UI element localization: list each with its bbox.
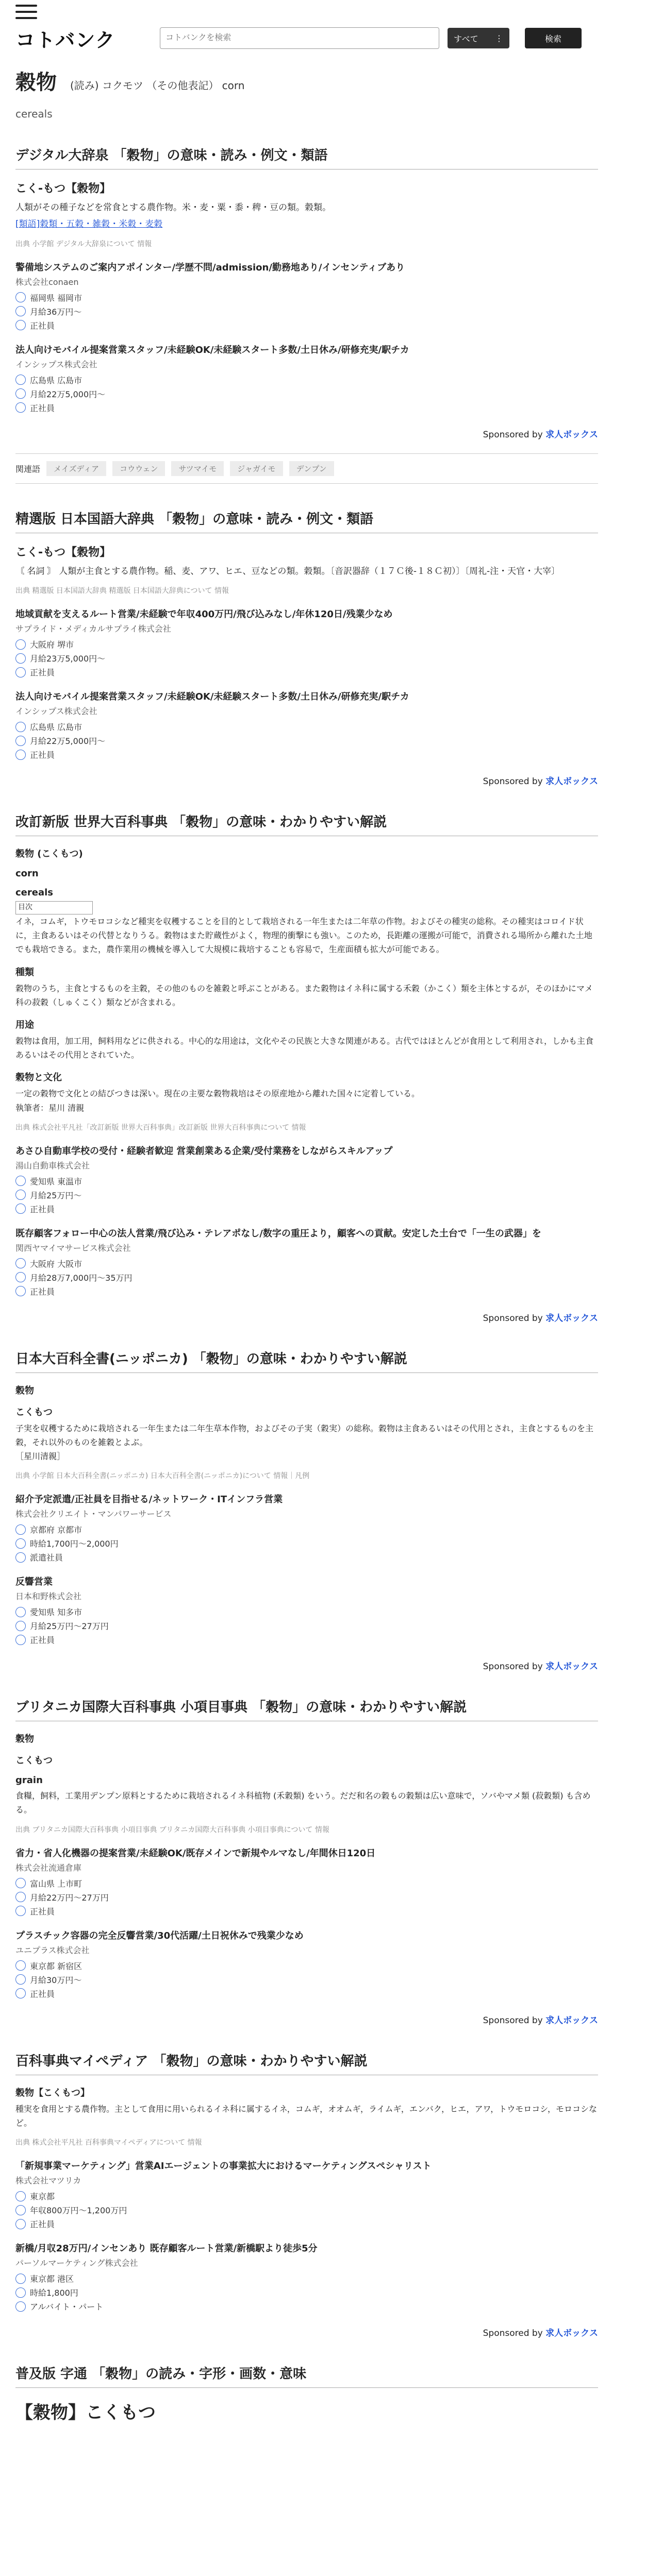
yen-icon bbox=[15, 1538, 26, 1549]
toc-select[interactable]: 目次 bbox=[15, 901, 93, 914]
subhead: 用途 bbox=[15, 1019, 34, 1030]
source-note: 出典 株式会社平凡社「改訂新版 世界大百科事典」改訂新版 世界大百科事典について 情報 bbox=[15, 1123, 306, 1132]
chevron-down-icon: ⋮ bbox=[495, 33, 503, 43]
source-note: 出典 精選版 日本国語大辞典 精選版 日本国語大辞典について 情報 bbox=[15, 587, 229, 596]
section-title: 普及版 字通 「穀物」の読み・字形・画数・意味 bbox=[15, 2363, 598, 2388]
search-input[interactable] bbox=[160, 27, 439, 49]
header bbox=[0, 24, 662, 53]
tags-label: 関連語 bbox=[15, 464, 41, 474]
job-item[interactable]: 地域貢献を支えるルート営業/未経験で年収400万円/飛び込みなし/年休120日/残業少なめ サプライド・メディカルサプライ株式会社 大阪府 堺市 月給23万5,000円～ 正社員 bbox=[15, 609, 393, 678]
entry-head: 穀物 bbox=[15, 1385, 34, 1396]
location-icon bbox=[15, 1878, 26, 1888]
job-item[interactable]: 法人向けモバイル提案営業スタッフ/未経験OK/未経験スタート多数/土日休み/研修充実/駅チカ インシップス株式会社 広島県 広島市 月給22万5,000円～ 正社員 bbox=[15, 691, 409, 760]
source-note: 出典 小学館 デジタル大辞泉について 情報 bbox=[15, 240, 152, 248]
yen-icon bbox=[15, 388, 26, 399]
yen-icon bbox=[15, 1190, 26, 1200]
word-english: cereals bbox=[15, 108, 53, 120]
entry-reading: こくもつ bbox=[15, 1406, 53, 1418]
briefcase-icon bbox=[15, 2219, 26, 2229]
tag[interactable]: コウウェン bbox=[112, 461, 165, 476]
entry-head: こく‐もつ【穀物】 bbox=[15, 546, 111, 559]
entry-english: cereals bbox=[15, 887, 53, 899]
source-note: 出典 株式会社平凡社 百科事典マイペディアについて 情報 bbox=[15, 2139, 202, 2147]
sponsor-label: Sponsored by 求人ボックス bbox=[483, 1662, 598, 1672]
section-title: 日本大百科全書(ニッポニカ) 「穀物」の意味・わかりやすい解説 bbox=[15, 1348, 598, 1373]
briefcase-icon bbox=[15, 667, 26, 677]
yen-icon bbox=[15, 1974, 26, 1985]
briefcase-icon bbox=[15, 1635, 26, 1645]
entry-head: こく‐もつ【穀物】 bbox=[15, 182, 111, 195]
tag[interactable]: サツマイモ bbox=[171, 461, 224, 476]
subhead: 穀物と文化 bbox=[15, 1072, 62, 1083]
sponsor-brand[interactable]: 求人ボックス bbox=[545, 1662, 598, 1672]
word-reading: (読み) コクモツ （その他表記） corn bbox=[70, 79, 245, 92]
yen-icon bbox=[15, 653, 26, 664]
entry-english: corn bbox=[15, 868, 39, 879]
entry-body: 〘 名詞 〙 人類が主食とする農作物。稲、麦、アワ、ヒエ、豆などの類。穀類。〔音訳器辞（１７Ｃ後‐１８Ｃ初）〕〔周礼‐注・天官・大宰〕 bbox=[15, 566, 560, 577]
entry-body: 一定の穀物で文化との結びつきは深い。現在の主要な穀物栽培はその原産地から離れた国々に定着している。 bbox=[15, 1089, 420, 1099]
job-item[interactable]: 「新規事業マーケティング」営業AIエージェントの事業拡大におけるマーケティングスペシャリスト 株式会社マツリカ 東京都 年収800万円～1,200万円 正社員 bbox=[15, 2161, 432, 2230]
yen-icon bbox=[15, 306, 26, 316]
main-content bbox=[15, 66, 598, 2424]
sponsor-label: Sponsored by 求人ボックス bbox=[483, 1313, 598, 1324]
yen-icon bbox=[15, 2287, 26, 2298]
site-logo[interactable]: コトバンク bbox=[15, 28, 115, 52]
entry-body: 食糧，飼料，工業用デンプン原料とするために栽培されるイネ科植物 (禾穀類) をいう。だだ和名の穀もの穀類は広い意味で，ソバやマメ類 (菽穀類) も含める。 bbox=[15, 1791, 591, 1815]
job-item[interactable]: プラスチック容器の完全反響営業/30代活躍/土日祝休みで残業少なめ ユニプラス株式会社 東京都 新宿区 月給30万円～ 正社員 bbox=[15, 1930, 304, 1999]
sponsor-brand[interactable]: 求人ボックス bbox=[545, 1313, 598, 1324]
search-button[interactable]: 検索 bbox=[525, 28, 582, 48]
job-item[interactable]: 反響営業 日本和野株式会社 愛知県 知多市 月給25万円～27万円 正社員 bbox=[15, 1577, 109, 1646]
briefcase-icon bbox=[15, 1988, 26, 1998]
section-title: 精選版 日本国語大辞典 「穀物」の意味・読み・例文・類語 bbox=[15, 509, 598, 533]
yen-icon bbox=[15, 1892, 26, 1902]
location-icon bbox=[15, 722, 26, 732]
entry-english: grain bbox=[15, 1775, 43, 1786]
subhead: 種類 bbox=[15, 967, 34, 978]
job-item[interactable]: あさひ自動車学校の受付・経験者歓迎 営業創業ある企業/受付業務をしながらスキルアップ 湯山自動車株式会社 愛知県 東温市 月給25万円～ 正社員 bbox=[15, 1145, 393, 1214]
sponsor-brand[interactable]: 求人ボックス bbox=[545, 2328, 598, 2339]
location-icon bbox=[15, 1960, 26, 1971]
location-icon bbox=[15, 292, 26, 302]
entry-body: 子実を収穫するために栽培される一年生または二年生草本作物，およびその子実（穀実）の総称。穀物は主食あるいはその代用とされ，主食とするものを主穀，それ以外のものを雑穀とよぶ。 bbox=[15, 1423, 593, 1447]
entry-body: 穀物のうち，主食とするものを主穀，その他のものを雑穀と呼ぶことがある。また穀物はイネ科に属する禾穀（かこく）類を主体とするが，そのほかにマメ科の菽穀（しゅくこく）類などが含まれる。 bbox=[15, 983, 593, 1007]
location-icon bbox=[15, 2191, 26, 2201]
sponsor-label: Sponsored by 求人ボックス bbox=[483, 776, 598, 787]
sponsor-brand[interactable]: 求人ボックス bbox=[545, 776, 598, 787]
topbar bbox=[0, 0, 662, 24]
yen-icon bbox=[15, 2205, 26, 2215]
briefcase-icon bbox=[15, 320, 26, 330]
briefcase-icon bbox=[15, 1204, 26, 1214]
tag[interactable]: ジャガイモ bbox=[230, 461, 283, 476]
location-icon bbox=[15, 1607, 26, 1617]
briefcase-icon bbox=[15, 1906, 26, 1916]
entry-body: 種実を食用とする農作物。主として食用に用いられるイネ科に属するイネ，コムギ，オオムギ，ライムギ，エンバク，ヒエ，アワ，トウモロコシ，モロコシなど。 bbox=[15, 2104, 598, 2128]
job-item[interactable]: 新橋/月収28万円/インセンあり 既存顧客ルート営業/新橋駅より徒歩5分 パーソルマーケティング株式会社 東京都 港区 時給1,800円 アルバイト・パート bbox=[15, 2243, 318, 2312]
menu-icon[interactable] bbox=[15, 5, 37, 19]
source-note: 出典 ブリタニカ国際大百科事典 小項目事典 ブリタニカ国際大百科事典 小項目事典について 情報 bbox=[15, 1825, 329, 1834]
sponsor-brand[interactable]: 求人ボックス bbox=[545, 2015, 598, 2026]
yen-icon bbox=[15, 1272, 26, 1282]
section-title: デジタル大辞泉 「穀物」の意味・読み・例文・類語 bbox=[15, 145, 598, 170]
briefcase-icon bbox=[15, 1286, 26, 1296]
entry-head: 穀物 bbox=[15, 1734, 34, 1745]
location-icon bbox=[15, 2274, 26, 2284]
section-title: 百科事典マイペディア 「穀物」の意味・わかりやすい解説 bbox=[15, 2050, 598, 2075]
related-tags bbox=[15, 453, 598, 484]
yen-icon bbox=[15, 1621, 26, 1631]
location-icon bbox=[15, 1176, 26, 1186]
job-item[interactable]: 既存顧客フォロー中心の法人営業/飛び込み・テレアポなし/数字の重圧より，顧客への貢献。安定した土台で「一生の武器」を 関西ヤマイマサービス株式会社 大阪府 大阪市 月給28万7,000円～35万円 正社員 bbox=[15, 1228, 541, 1297]
section-title: 改訂新版 世界大百科事典 「穀物」の意味・わかりやすい解説 bbox=[15, 811, 598, 836]
author: 執筆者：星川 清親 bbox=[15, 1103, 85, 1113]
entry-body: 人類がその種子などを常食とする農作物。米・麦・粟・黍・稗・豆の類。穀類。 bbox=[15, 202, 331, 213]
entry-body: イネ，コムギ，トウモロコシなど種実を収穫することを目的として栽培される一年生または二年草の作物。およびその種実の総称。その種実はコロイド状に，主食あるいはその代替となりうる。穀物はまた貯蔵性がよく，物理的衝撃にも強い。このため，長距離の運搬が可能で，消費される場所から離れた土地でも栽培できる。また，農作業用の機械を導入して大規模に栽培することも容易で，生産面積も拡大が可能である。 bbox=[15, 917, 592, 955]
entry-head: 穀物 (こくもつ) bbox=[15, 849, 83, 860]
sponsor-brand[interactable]: 求人ボックス bbox=[545, 429, 598, 440]
search-area bbox=[160, 27, 582, 49]
section-title: ブリタニカ国際大百科事典 小項目事典 「穀物」の意味・わかりやすい解説 bbox=[15, 1697, 598, 1721]
sponsor-label: Sponsored by 求人ボックス bbox=[483, 429, 598, 440]
briefcase-icon bbox=[15, 750, 26, 760]
location-icon bbox=[15, 375, 26, 385]
related-words[interactable]: [類語]穀類・五穀・雑穀・米穀・麦穀 bbox=[15, 219, 163, 230]
sponsor-label: Sponsored by 求人ボックス bbox=[483, 2015, 598, 2026]
briefcase-icon bbox=[15, 2301, 26, 2312]
search-scope-select[interactable]: すべて ⋮ bbox=[448, 28, 509, 48]
yen-icon bbox=[15, 736, 26, 746]
entry-head: 【穀物】こくもつ bbox=[15, 2402, 156, 2424]
job-item[interactable]: 省力・省人化機器の提案営業/未経験OK/既存メインで新規やルマなし/年間休日120日 株式会社流通倉庫 富山県 上市町 月給22万円～27万円 正社員 bbox=[15, 1848, 376, 1917]
author: ［星川清親］ bbox=[15, 1451, 65, 1462]
tag[interactable]: デンプン bbox=[289, 461, 334, 476]
location-icon bbox=[15, 1258, 26, 1268]
entry-body: 穀物は食用，加工用，飼料用などに供される。中心的な用途は，文化やその民族と大きな関連がある。古代ではほとんどが食用として利用され，しかも主食あるいはその代用とされていた。 bbox=[15, 1036, 593, 1060]
job-item[interactable]: 法人向けモバイル提案営業スタッフ/未経験OK/未経験スタート多数/土日休み/研修充実/駅チカ インシップス株式会社 広島県 広島市 月給22万5,000円～ 正社員 bbox=[15, 344, 409, 413]
job-item[interactable]: 紹介予定派遣/正社員を目指せる/ネットワーク・ITインフラ営業 株式会社クリエイト・マンパワーサービス 京都府 京都市 時給1,700円～2,000円 派遣社員 bbox=[15, 1494, 283, 1563]
entry-head: 穀物【こくもつ】 bbox=[15, 2087, 90, 2098]
entry-reading: こくもつ bbox=[15, 1755, 53, 1767]
source-note: 出典 小学館 日本大百科全書(ニッポニカ) 日本大百科全書(ニッポニカ)について 情報｜凡例 bbox=[15, 1472, 310, 1481]
briefcase-icon bbox=[15, 1552, 26, 1563]
tag[interactable]: メイズディア bbox=[46, 461, 106, 476]
briefcase-icon bbox=[15, 402, 26, 413]
location-icon bbox=[15, 639, 26, 650]
sponsor-label: Sponsored by 求人ボックス bbox=[483, 2328, 598, 2339]
job-item[interactable]: 警備地システムのご案内アポインター/学歴不問/admission/勤務地あり/インセンティブあり 株式会社conaen 福岡県 福岡市 月給36万円～ 正社員 bbox=[15, 262, 405, 331]
page-title: 穀物 (読み) コクモツ （その他表記） corn bbox=[15, 71, 245, 94]
location-icon bbox=[15, 1524, 26, 1535]
